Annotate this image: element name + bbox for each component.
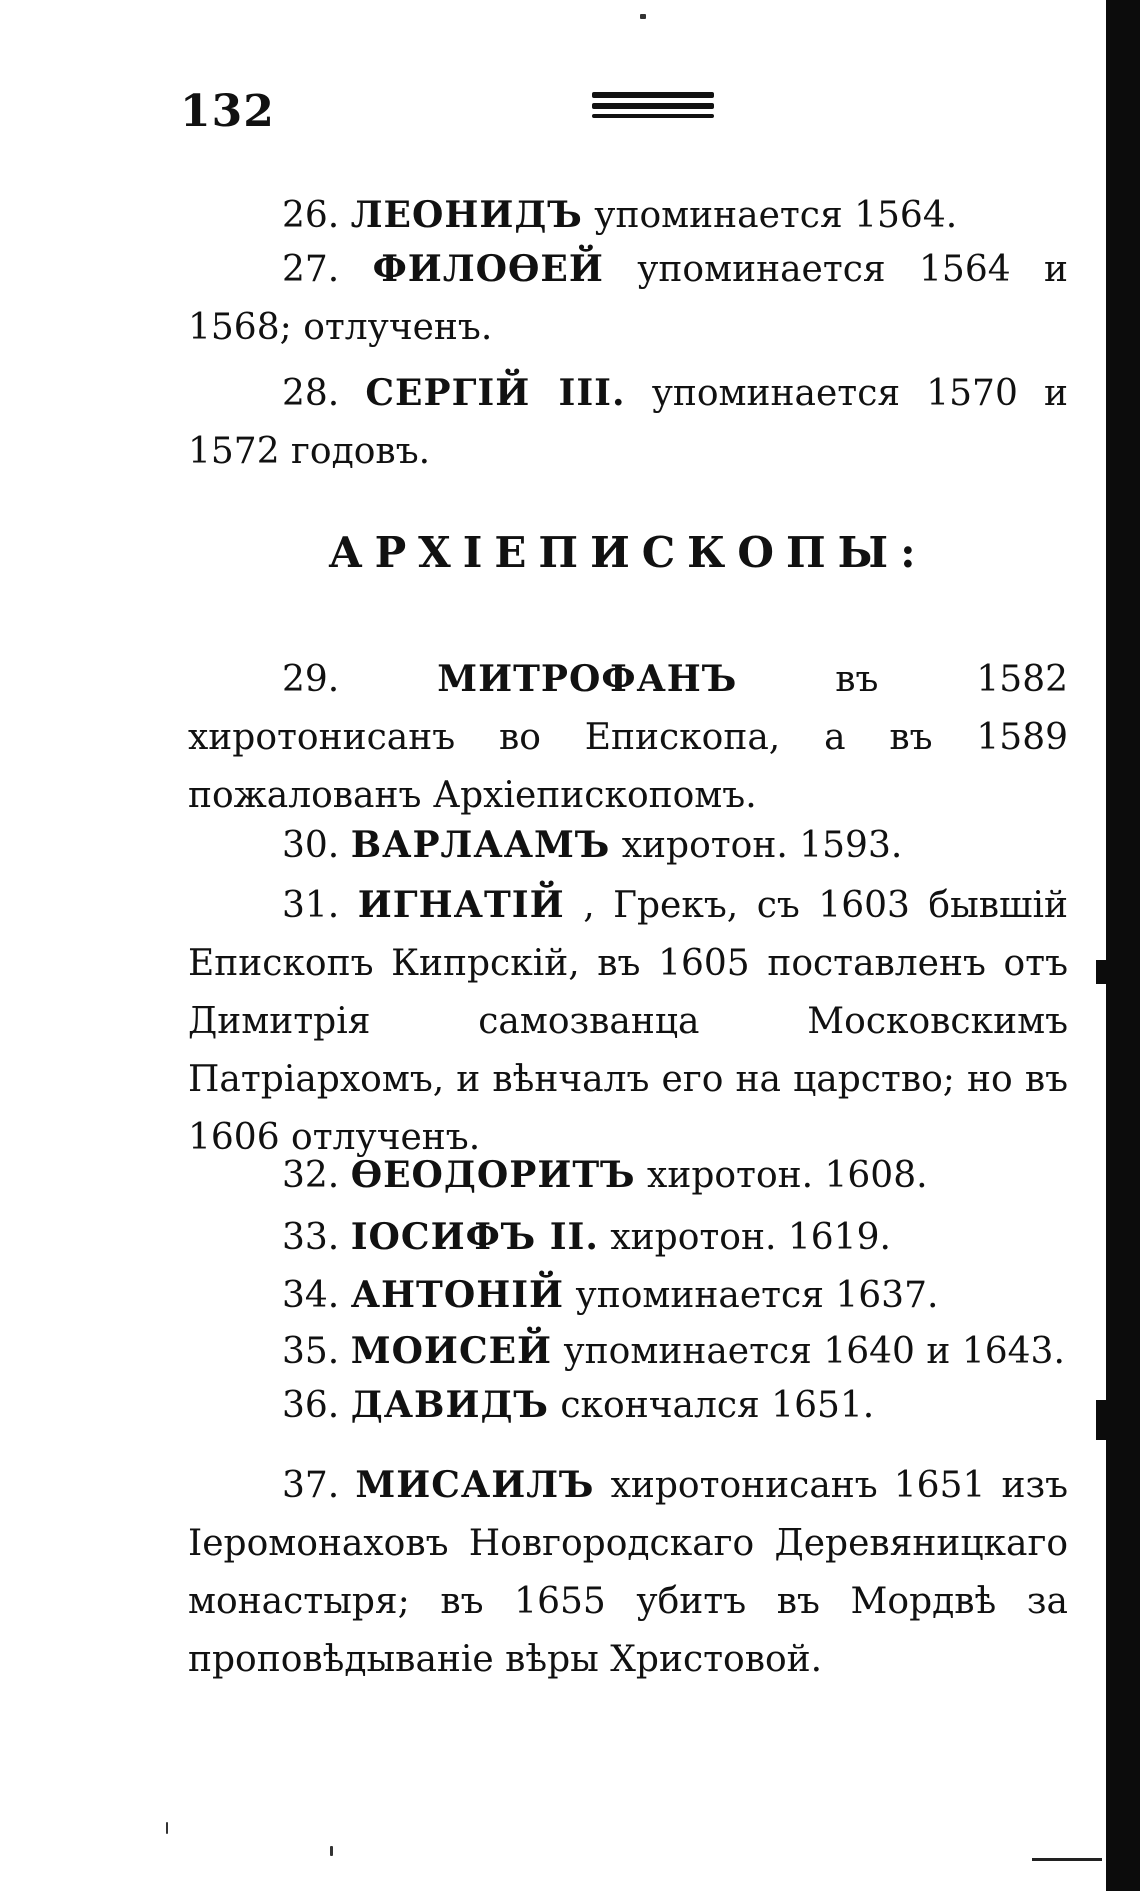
entry-name: ДАВИДЪ	[350, 1384, 549, 1426]
entry-name: МИСАИЛЪ	[355, 1464, 595, 1506]
scan-edge-notch	[1096, 1400, 1110, 1440]
entry-text: упоминается 1570 и 1572 годовъ.	[188, 373, 1068, 472]
entry-text: упоминается 1637.	[575, 1275, 939, 1316]
entry-number: 33.	[282, 1217, 340, 1258]
entry-name: ЛЕОНИДЪ	[350, 194, 583, 236]
entry-number: 31.	[282, 885, 340, 926]
entry-number: 28.	[282, 373, 340, 414]
footer-mark	[1032, 1858, 1102, 1861]
entry-33	[188, 1208, 1068, 1267]
scan-speck	[330, 1846, 333, 1856]
entry-32	[188, 1146, 1068, 1205]
entry-name: ІОСИФЪ II.	[350, 1216, 599, 1258]
entry-text: упоминается 1640 и 1643.	[563, 1331, 1065, 1372]
entry-number: 37.	[282, 1465, 340, 1506]
entry-name: ИГНАТІЙ	[357, 884, 565, 926]
scan-speck	[640, 14, 646, 19]
entry-27	[188, 240, 1068, 357]
entry-34	[188, 1266, 1068, 1325]
entry-35	[188, 1322, 1068, 1381]
entry-37	[188, 1456, 1068, 1689]
entry-text: хиротонисанъ 1651 изъ Іеромонаховъ Новгородскаго Деревяницкаго монастыря; въ 1655 убитъ въ Мордвѣ за проповѣдываніе вѣры Христовой.	[188, 1465, 1069, 1680]
entry-text: упоминается 1564.	[594, 195, 958, 236]
entry-number: 27.	[282, 249, 340, 290]
scan-edge-shadow	[1106, 0, 1140, 1891]
entry-name: СЕРГІЙ III.	[365, 372, 626, 414]
entry-number: 35.	[282, 1331, 340, 1372]
entry-number: 30.	[282, 825, 340, 866]
entry-name: МОИСЕЙ	[350, 1330, 553, 1372]
entry-text: хиротон. 1593.	[621, 825, 903, 866]
entry-number: 36.	[282, 1385, 340, 1426]
scan-speck	[166, 1822, 168, 1834]
entry-name: МИТРОФАНЪ	[437, 658, 738, 700]
entry-name: ѲЕОДОРИТЪ	[350, 1154, 636, 1196]
entry-28	[188, 364, 1068, 481]
entry-number: 29.	[282, 659, 340, 700]
entry-31	[188, 876, 1068, 1167]
entry-26	[188, 186, 1068, 245]
section-heading: АРХІЕПИСКОПЫ:	[328, 528, 928, 577]
entry-30	[188, 816, 1068, 875]
entry-text: хиротон. 1608.	[647, 1155, 928, 1196]
entry-number: 26.	[282, 195, 340, 236]
entry-number: 32.	[282, 1155, 340, 1196]
scan-edge-notch	[1096, 960, 1110, 984]
entry-36	[188, 1376, 1068, 1435]
entry-text: , Грекъ, съ 1603 бывшій Епископъ Кипрскій, въ 1605 поставленъ отъ Димитрія самозванца Московскимъ Патріархомъ, и вѣнчалъ его на царство; но въ 1606 отлученъ.	[188, 885, 1068, 1158]
entry-text: въ 1582 хиротонисанъ во Епископа, а въ 1589 пожалованъ Архіепископомъ.	[188, 659, 1069, 816]
entry-text: хиротон. 1619.	[610, 1217, 891, 1258]
entry-text: упоминается 1564 и 1568; отлученъ.	[188, 249, 1068, 348]
entry-text: скончался 1651.	[560, 1385, 875, 1426]
page-number: 132	[180, 86, 275, 137]
entry-number: 34.	[282, 1275, 340, 1316]
entry-name: АНТОНІЙ	[350, 1274, 565, 1316]
entry-name: ВАРЛААМЪ	[350, 824, 611, 866]
entry-29	[188, 650, 1068, 825]
header-ornament	[592, 92, 714, 123]
entry-name: ФИЛОѲЕЙ	[372, 248, 604, 290]
